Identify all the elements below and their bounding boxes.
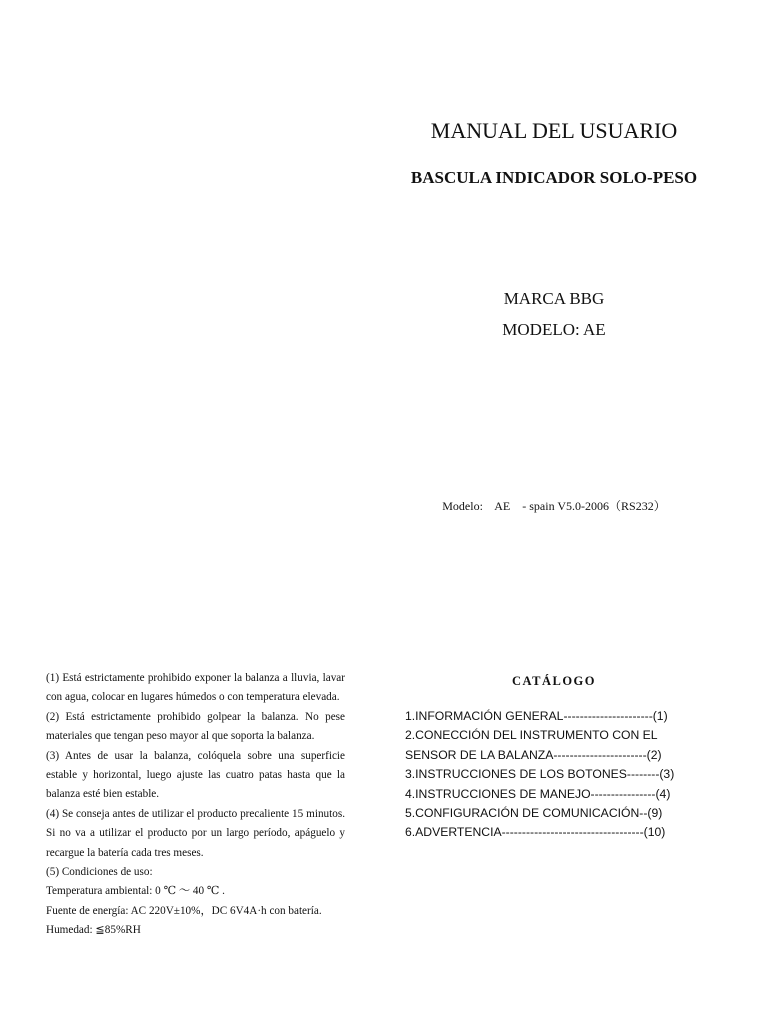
usage-notes xyxy=(46,669,345,941)
manual-subtitle: BASCULA INDICADOR SOLO-PESO xyxy=(410,168,698,187)
note-paragraph: (2) Está estrictamente prohibido golpear la balanza. No pese materiales que tengan peso mayor al que soporta la balanza. xyxy=(46,710,345,743)
manual-title: MANUAL DEL USUARIO xyxy=(430,118,678,143)
catalog-item: 4.INSTRUCCIONES DE MANEJO----------------(4) xyxy=(405,786,671,801)
catalog-item: SENSOR DE LA BALANZA-----------------------(2) xyxy=(405,747,662,762)
catalog-item: 2.CONECCIÓN DEL INSTRUMENTO CON EL xyxy=(405,728,658,743)
note-paragraph: Temperatura ambiental: 0 ℃ ～ 40 ℃ . xyxy=(46,885,225,898)
catalog-item: 3.INSTRUCCIONES DE LOS BOTONES--------(3) xyxy=(405,767,675,782)
note-paragraph: (3) Antes de usar la balanza, colóquela sobre una superficie estable y horizontal, luego ajuste las cuatro patas hasta que la balanza esté bien estable. xyxy=(46,749,345,801)
brand-label: MARCA BBG xyxy=(503,289,605,308)
model-label: MODELO: AE xyxy=(502,320,606,339)
note-paragraph: (4) Se conseja antes de utilizar el producto precaliente 15 minutos. Si no va a utilizar el producto por un largo período, apáguelo y recargue la batería cada tres meses. xyxy=(46,807,345,859)
catalog-list xyxy=(405,707,705,843)
catalog-item: 1.INFORMACIÓN GENERAL----------------------(1) xyxy=(405,709,668,723)
catalog-item: 6.ADVERTENCIA-----------------------------------(10) xyxy=(405,825,666,840)
catalog-item: 5.CONFIGURACIÓN DE COMUNICACIÓN--(9) xyxy=(405,806,663,821)
note-paragraph: Humedad: ≦85%RH xyxy=(46,924,141,937)
catalog-title: CATÁLOGO xyxy=(512,674,596,688)
note-paragraph: (5) Condiciones de uso: xyxy=(46,866,153,879)
note-paragraph: (1) Está estrictamente prohibido exponer la balanza a lluvia, lavar con agua, colocar en lugares húmedos o con temperatura elevada. xyxy=(46,672,345,704)
note-paragraph: Fuente de energía: AC 220V±10%，DC 6V4A·h con batería. xyxy=(46,904,322,917)
version-line: Modelo: AE - spain V5.0-2006（RS232） xyxy=(442,499,666,513)
